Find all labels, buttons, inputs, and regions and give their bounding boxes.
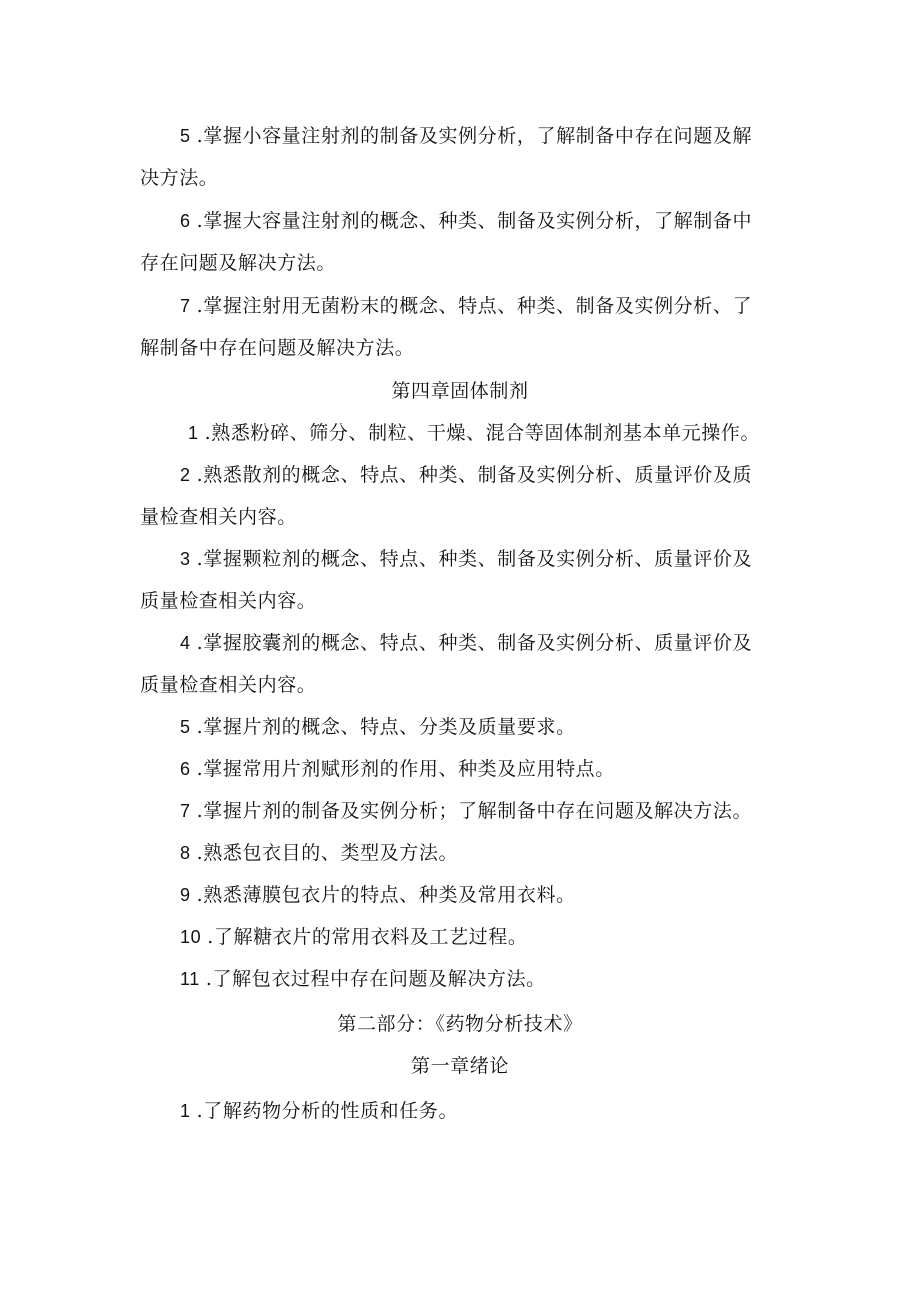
item-text: .了解药物分析的性质和任务。 [196, 1100, 459, 1122]
item-number: 2 [180, 465, 191, 485]
list-item [180, 209, 752, 233]
list-item-continuation: 质量检查相关内容。 [140, 590, 317, 612]
list-item [180, 925, 527, 949]
item-number: 9 [180, 885, 191, 905]
item-number: 11 [180, 969, 200, 989]
item-text: .掌握大容量注射剂的概念、种类、制备及实例分析，了解制备中 [196, 210, 753, 232]
item-text: .熟悉包衣目的、类型及方法。 [196, 842, 459, 864]
list-item [180, 547, 752, 571]
item-text: .掌握片剂的概念、特点、分类及质量要求。 [196, 716, 576, 738]
list-item-continuation: 质量检查相关内容。 [140, 674, 317, 696]
item-text: .熟悉散剂的概念、特点、种类、制备及实例分析、质量评价及质 [196, 464, 753, 486]
item-text: .掌握注射用无菌粉末的概念、特点、种类、制备及实例分析、了 [196, 295, 753, 317]
item-number: 6 [180, 211, 191, 231]
item-text: .掌握片剂的制备及实例分析；了解制备中存在问题及解决方法。 [196, 800, 753, 822]
list-item [180, 967, 546, 991]
list-item-continuation: 决方法。 [140, 167, 219, 189]
item-text: .了解糖衣片的常用衣料及工艺过程。 [207, 926, 528, 948]
list-item [180, 463, 752, 487]
item-text: .掌握小容量注射剂的制备及实例分析，了解制备中存在问题及解 [196, 125, 753, 147]
item-text: .掌握颗粒剂的概念、特点、种类、制备及实例分析、质量评价及 [196, 548, 753, 570]
item-number: 8 [180, 843, 191, 863]
list-item [180, 294, 752, 318]
item-text: .掌握胶囊剂的概念、特点、种类、制备及实例分析、质量评价及 [196, 632, 753, 654]
item-number: 4 [180, 633, 191, 653]
part-title: 第二部分：《药物分析技术》 [337, 1013, 583, 1035]
list-item-continuation: 量检查相关内容。 [140, 506, 297, 528]
list-item [180, 631, 752, 655]
item-number: 5 [180, 717, 191, 737]
chapter-title: 第一章绪论 [410, 1055, 509, 1077]
list-item [180, 757, 615, 781]
list-item [180, 841, 458, 865]
list-item [180, 883, 576, 907]
item-number: 6 [180, 759, 191, 779]
list-item-continuation: 存在问题及解决方法。 [140, 252, 337, 274]
list-item [180, 799, 752, 823]
list-item [188, 421, 760, 445]
list-item [180, 715, 576, 739]
list-item-continuation: 解制备中存在问题及解决方法。 [140, 337, 415, 359]
item-number: 1 [188, 423, 199, 443]
list-item [180, 124, 752, 148]
item-text: .熟悉薄膜包衣片的特点、种类及常用衣料。 [196, 884, 576, 906]
item-number: 7 [180, 296, 191, 316]
item-number: 5 [180, 126, 191, 146]
list-item [180, 1099, 458, 1123]
item-number: 10 [180, 927, 202, 947]
chapter-title: 第四章固体制剂 [391, 380, 529, 402]
item-number: 1 [180, 1101, 191, 1121]
item-text: .熟悉粉碎、筛分、制粒、干燥、混合等固体制剂基本单元操作。 [204, 422, 761, 444]
item-text: .了解包衣过程中存在问题及解决方法。 [205, 968, 546, 990]
item-text: .掌握常用片剂赋形剂的作用、种类及应用特点。 [196, 758, 615, 780]
item-number: 7 [180, 801, 191, 821]
item-number: 3 [180, 549, 191, 569]
